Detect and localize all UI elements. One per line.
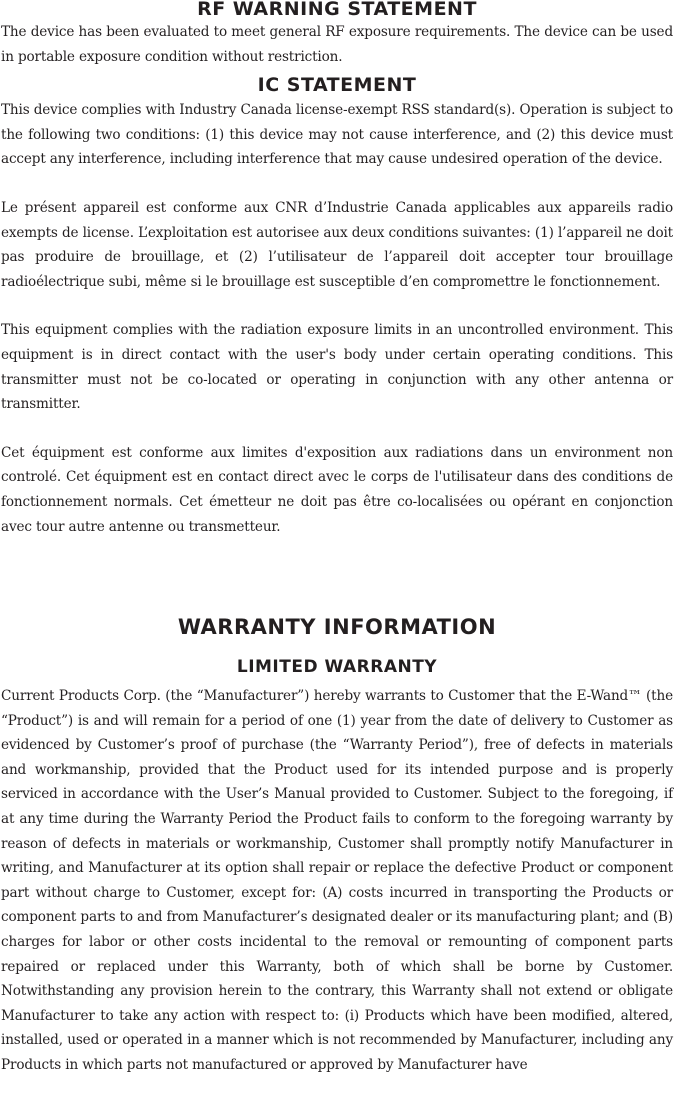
paragraph-gap xyxy=(1,172,673,196)
radiation-paragraph-french: Cet équipment est conforme aux limites d'exposition aux radiations dans un environment non controlé. Cet équipment est en contact direct avec le corps de l'utilisateur dans des conditions de fonctionnement normals. Cet émetteur ne doit pas être co-localisées ou opérant en conjonction avec tour autre antenne ou transmetteur. xyxy=(1,444,673,535)
paragraph-gap xyxy=(1,294,673,318)
limited-warranty-subheading: LIMITED WARRANTY xyxy=(236,657,438,678)
rf-warning-heading: RF WARNING STATEMENT xyxy=(197,0,477,20)
ic-paragraph-french: Le présent appareil est conforme aux CNR d’Industrie Canada applicables aux appareils radio exempts de license. L’exploitation est autorisee aux deux conditions suivantes: (1) l’appareil ne doit pas produire de brouillage, et (2) l’utilisateur de l’appareil doit accepter tour brouillage radioélectrique subi, même si le brouillage est susceptible d’en compromettre le fonctionnement. xyxy=(1,199,673,290)
ic-paragraph-english: This device complies with Industry Canada license-exempt RSS standard(s). Operation is subject to the following two conditions: (1) this device may not cause interference, and (2) this device must accept any interference, including interference that may cause undesired operation of the device. xyxy=(1,102,673,168)
paragraph-gap xyxy=(1,417,673,441)
radiation-paragraph-english: This equipment complies with the radiation exposure limits in an uncontrolled environment. This equipment is in direct contact with the user's body under certain operating conditions. This transmitter must not be co-located or operating in conjunction with any other antenna or transmitter. xyxy=(1,322,673,413)
limited-warranty-text: Current Products Corp. (the “Manufacturer”) hereby warrants to Customer that the E-Wand™ (the “Product”) is and will remain for a period of one (1) year from the date of delivery to Customer as evidenced by Customer’s proof of purchase (the “Warranty Period”), free of defects in materials and workmanship, provided that the Product used for its intended purpose and is properly serviced in accordance with the User’s Manual provided to Customer. Subject to the foregoing, if at any time during the Warranty Period the Product fails to conform to the foregoing warranty by reason of defects in materials or workmanship, Customer shall promptly notify Manufacturer in writing, and Manufacturer at its option shall repair or replace the defective Product or component part without charge to Customer, except for: (A) costs incurred in transporting the Products or component parts to and from Manufacturer’s designated dealer or its manufacturing plant; and (B) charges for labor or other costs incidental to the removal or remounting of component parts repaired or replaced under this Warranty, both of which shall be borne by Customer. Notwithstanding any provision herein to the contrary, this Warranty shall not extend or obligate Manufacturer to take any action with respect to: (i) Products which have been modified, altered, installed, used or operated in a manner which is not recommended by Manufacturer, including any Products in which parts not manufactured or approved by Manufacturer have xyxy=(1,688,673,1073)
rf-warning-text: The device has been evaluated to meet general RF exposure requirements. The device can be used in portable exposure condition without restriction. xyxy=(1,24,673,65)
warranty-information-heading: WARRANTY INFORMATION xyxy=(177,615,497,640)
ic-statement-heading: IC STATEMENT xyxy=(257,74,417,97)
